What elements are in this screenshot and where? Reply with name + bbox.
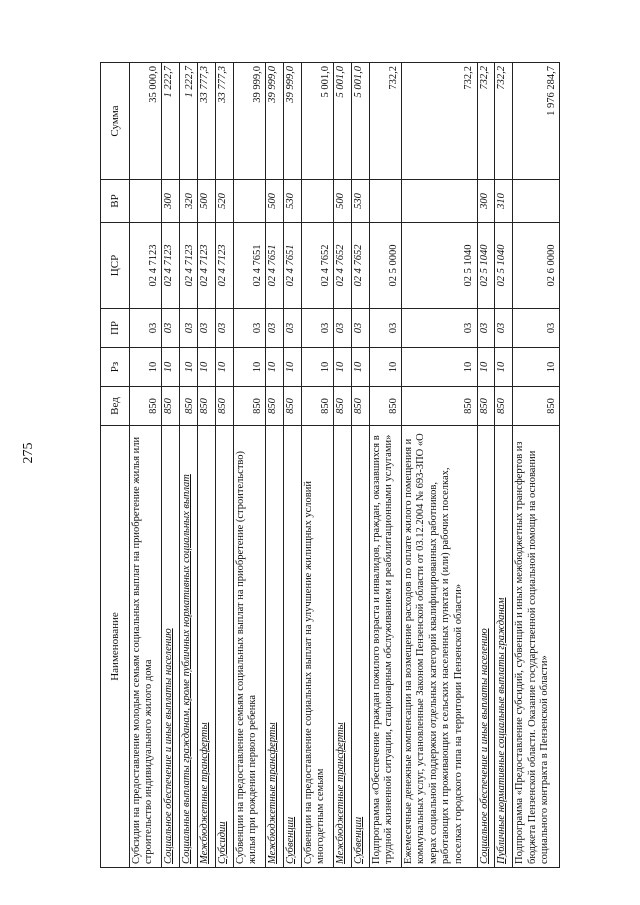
cell-pr: 03 <box>402 309 477 348</box>
cell-csr: 02 5 1040 <box>495 223 513 309</box>
cell-ved: 850 <box>180 387 198 426</box>
cell-pr: 03 <box>180 309 198 348</box>
cell-vr: 300 <box>162 180 180 223</box>
table-row <box>301 63 333 868</box>
table-row <box>180 63 198 868</box>
cell-ved: 850 <box>162 387 180 426</box>
cell-ved: 850 <box>495 387 513 426</box>
cell-name: Субвенции <box>351 426 369 868</box>
cell-vr: 520 <box>215 180 233 223</box>
cell-vr: 320 <box>180 180 198 223</box>
cell-vr: 530 <box>283 180 301 223</box>
cell-ved: 850 <box>130 387 162 426</box>
cell-ved: 850 <box>402 387 477 426</box>
table-row <box>495 63 513 868</box>
cell-ved: 850 <box>215 387 233 426</box>
cell-name: Подпрограмма «Предоставление субсидий, субвенций и иных межбюджетных трансфертов из бюджета Пензенской области. Оказание государственной социальной помощи на основании социального контракта в Пензенской области» <box>513 426 560 868</box>
table-row <box>513 63 560 868</box>
table-row <box>351 63 369 868</box>
cell-ved: 850 <box>477 387 495 426</box>
table-row <box>402 63 477 868</box>
cell-csr: 02 4 7652 <box>301 223 333 309</box>
table-row <box>283 63 301 868</box>
table-row <box>162 63 180 868</box>
page-number-area <box>8 0 50 905</box>
cell-vr <box>369 180 401 223</box>
cell-rz: 10 <box>495 348 513 387</box>
table-header-row <box>101 63 130 868</box>
cell-vr: 500 <box>266 180 284 223</box>
cell-name: Публичные нормативные социальные выплаты гражданам <box>495 426 513 868</box>
cell-name: Социальные выплаты гражданам, кроме публичных нормативных социальных выплат <box>180 426 198 868</box>
cell-vr: 310 <box>495 180 513 223</box>
cell-sum: 1 976 284,7 <box>513 63 560 180</box>
cell-name: Субсидии <box>215 426 233 868</box>
cell-vr: 300 <box>477 180 495 223</box>
cell-sum: 732,2 <box>495 63 513 180</box>
cell-sum: 39 999,0 <box>283 63 301 180</box>
cell-csr: 02 4 7123 <box>130 223 162 309</box>
header-rz: Рз <box>101 348 130 387</box>
cell-sum: 33 777,3 <box>215 63 233 180</box>
cell-name: Субвенции на предоставление социальных выплат на улучшение жилищных условий многодетным семьям <box>301 426 333 868</box>
cell-csr: 02 6 0000 <box>513 223 560 309</box>
cell-pr: 03 <box>351 309 369 348</box>
cell-ved: 850 <box>513 387 560 426</box>
cell-ved: 850 <box>283 387 301 426</box>
cell-sum: 33 777,3 <box>198 63 216 180</box>
cell-pr: 03 <box>283 309 301 348</box>
cell-vr: 500 <box>198 180 216 223</box>
cell-csr: 02 4 7123 <box>162 223 180 309</box>
cell-rz: 10 <box>301 348 333 387</box>
cell-sum: 732,2 <box>402 63 477 180</box>
cell-csr: 02 4 7123 <box>198 223 216 309</box>
table-row <box>215 63 233 868</box>
cell-pr: 03 <box>369 309 401 348</box>
cell-rz: 10 <box>180 348 198 387</box>
cell-rz: 10 <box>215 348 233 387</box>
cell-vr <box>402 180 477 223</box>
cell-vr <box>233 180 265 223</box>
table-row <box>233 63 265 868</box>
cell-csr: 02 5 0000 <box>369 223 401 309</box>
cell-csr: 02 4 7651 <box>233 223 265 309</box>
cell-pr: 03 <box>162 309 180 348</box>
table-row <box>477 63 495 868</box>
cell-name: Субсидии на предоставление молодым семьям социальных выплат на приобретение жилья или строительство индивидуального жилого дома <box>130 426 162 868</box>
cell-rz: 10 <box>477 348 495 387</box>
cell-rz: 10 <box>130 348 162 387</box>
cell-sum: 5 001,0 <box>334 63 352 180</box>
cell-rz: 10 <box>402 348 477 387</box>
table-row <box>198 63 216 868</box>
cell-ved: 850 <box>351 387 369 426</box>
cell-rz: 10 <box>351 348 369 387</box>
cell-rz: 10 <box>334 348 352 387</box>
cell-rz: 10 <box>162 348 180 387</box>
header-vr: ВР <box>101 180 130 223</box>
cell-name: Межбюджетные трансферты <box>334 426 352 868</box>
cell-name: Ежемесячные денежные компенсации на возмещение расходов по оплате жилого помещения и коммунальных услуг, установленные Законом Пензенской области от 03.12.2004 № 693-ЗПО «О мерах социальной поддержки отдельных категорий квалифицированных работников, работающих и проживающих в сельских населенных пунктах и (или) рабочих поселках, поселках городского типа на территории Пензенской области» <box>402 426 477 868</box>
cell-sum: 5 001,0 <box>301 63 333 180</box>
cell-csr: 02 4 7123 <box>180 223 198 309</box>
cell-sum: 39 999,0 <box>266 63 284 180</box>
cell-pr: 03 <box>233 309 265 348</box>
header-ved: Вед <box>101 387 130 426</box>
cell-csr: 02 4 7651 <box>266 223 284 309</box>
cell-vr: 530 <box>351 180 369 223</box>
cell-pr: 03 <box>266 309 284 348</box>
cell-vr: 500 <box>334 180 352 223</box>
cell-csr: 02 5 1040 <box>402 223 477 309</box>
cell-name: Субвенции <box>283 426 301 868</box>
cell-ved: 850 <box>334 387 352 426</box>
cell-name: Субвенции на предоставление семьям социальных выплат на приобретение (строительство) жилья при рождении первого ребенка <box>233 426 265 868</box>
table-row <box>130 63 162 868</box>
cell-name: Социальное обеспечение и иные выплаты населению <box>477 426 495 868</box>
cell-pr: 03 <box>198 309 216 348</box>
cell-ved: 850 <box>233 387 265 426</box>
cell-csr: 02 4 7123 <box>215 223 233 309</box>
cell-sum: 732,2 <box>477 63 495 180</box>
cell-rz: 10 <box>283 348 301 387</box>
cell-ved: 850 <box>198 387 216 426</box>
cell-sum: 5 001,0 <box>351 63 369 180</box>
cell-pr: 03 <box>495 309 513 348</box>
page-number: 275 <box>21 442 36 463</box>
cell-csr: 02 4 7651 <box>283 223 301 309</box>
cell-sum: 1 222,7 <box>180 63 198 180</box>
header-name: Наименование <box>101 426 130 868</box>
cell-rz: 10 <box>233 348 265 387</box>
cell-ved: 850 <box>301 387 333 426</box>
cell-sum: 35 000,0 <box>130 63 162 180</box>
cell-pr: 03 <box>301 309 333 348</box>
cell-pr: 03 <box>334 309 352 348</box>
cell-name: Межбюджетные трансферты <box>198 426 216 868</box>
budget-table <box>100 62 560 868</box>
table-row <box>369 63 401 868</box>
cell-name: Социальное обеспечение и иные выплаты населению <box>162 426 180 868</box>
cell-vr <box>513 180 560 223</box>
header-pr: ПР <box>101 309 130 348</box>
cell-ved: 850 <box>369 387 401 426</box>
cell-name: Межбюджетные трансферты <box>266 426 284 868</box>
cell-rz: 10 <box>266 348 284 387</box>
cell-sum: 1 222,7 <box>162 63 180 180</box>
cell-pr: 03 <box>513 309 560 348</box>
cell-rz: 10 <box>369 348 401 387</box>
cell-vr <box>301 180 333 223</box>
header-sum: Сумма <box>101 63 130 180</box>
table-row <box>334 63 352 868</box>
cell-vr <box>130 180 162 223</box>
cell-pr: 03 <box>130 309 162 348</box>
cell-csr: 02 5 1040 <box>477 223 495 309</box>
table-row <box>266 63 284 868</box>
header-csr: ЦСР <box>101 223 130 309</box>
cell-rz: 10 <box>513 348 560 387</box>
cell-pr: 03 <box>477 309 495 348</box>
cell-csr: 02 4 7652 <box>351 223 369 309</box>
cell-rz: 10 <box>198 348 216 387</box>
cell-csr: 02 4 7652 <box>334 223 352 309</box>
budget-table-container <box>100 63 560 868</box>
cell-sum: 732,2 <box>369 63 401 180</box>
cell-ved: 850 <box>266 387 284 426</box>
cell-sum: 39 999,0 <box>233 63 265 180</box>
cell-name: Подпрограмма «Обеспечение граждан пожилого возраста и инвалидов, граждан, оказавшихся в трудной жизненной ситуации, стационарным обслуживанием и реабилитационными услугами» <box>369 426 401 868</box>
cell-pr: 03 <box>215 309 233 348</box>
